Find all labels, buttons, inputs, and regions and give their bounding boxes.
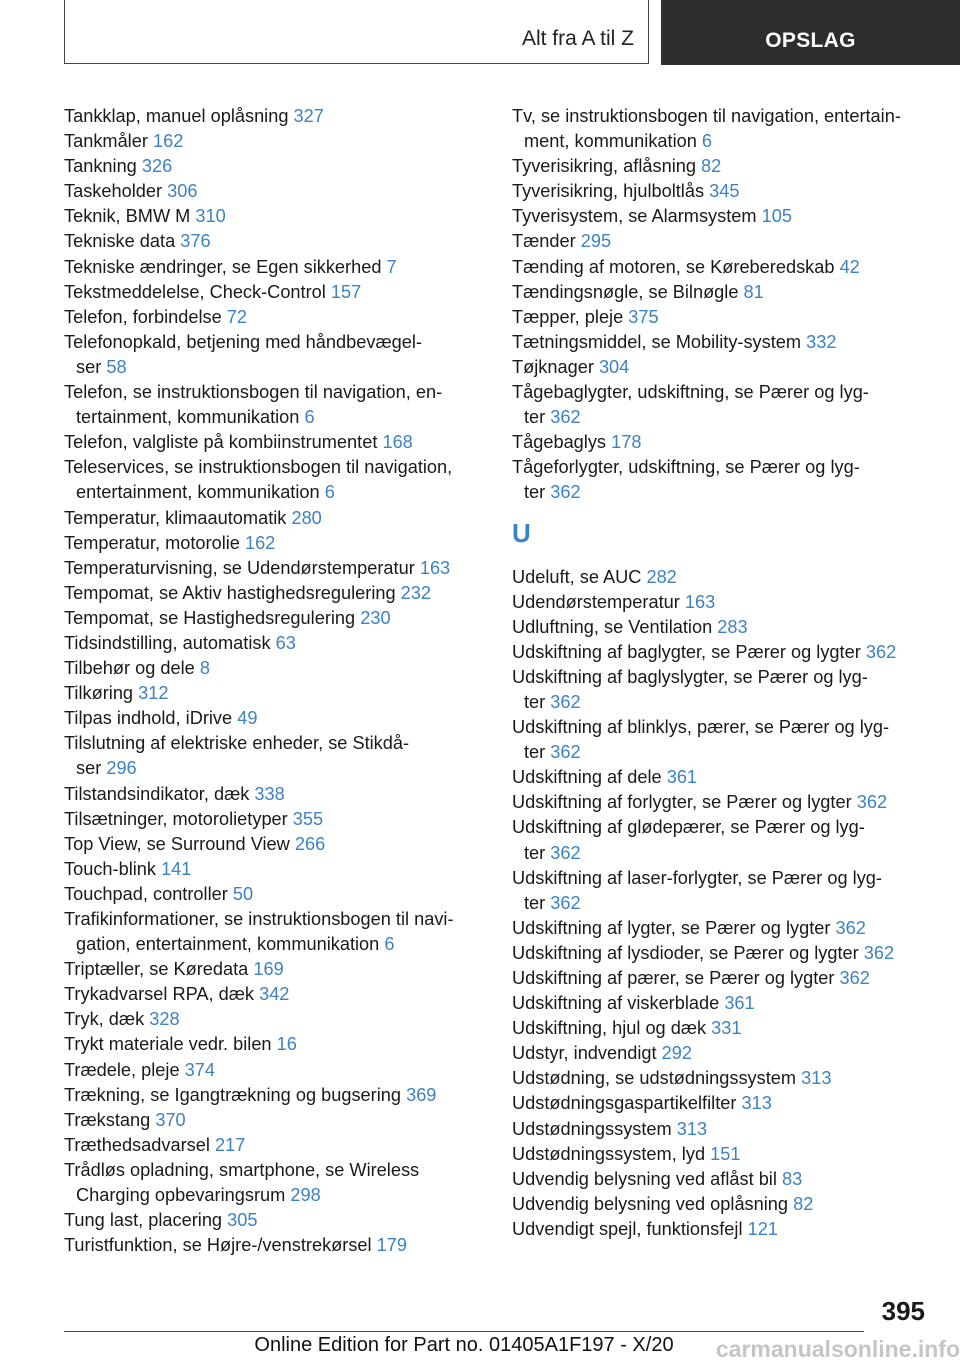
page-reference-link[interactable]: 42: [839, 256, 860, 277]
index-entry-text: Tågebaglygter, udskiftning, se Pærer og lyg-: [512, 382, 869, 403]
page-reference-link[interactable]: 163: [684, 591, 716, 612]
page-reference-link[interactable]: 332: [806, 331, 837, 352]
index-entry: [512, 1192, 932, 1217]
page-reference-link[interactable]: 230: [360, 607, 391, 628]
index-entry-text: Udskiftning af dele: [512, 767, 662, 788]
index-entry-text: Udskiftning, hjul og dæk: [512, 1018, 707, 1039]
page-reference-link[interactable]: 338: [254, 783, 285, 804]
index-entry-text: Tempomat, se Hastighedsregulering: [64, 607, 356, 628]
page-reference-link[interactable]: 355: [292, 808, 324, 829]
page-reference-link[interactable]: 232: [400, 582, 432, 603]
index-entry: [64, 330, 484, 380]
index-entry-text: Udskiftning af pærer, se Pærer og lygter: [512, 968, 835, 988]
index-entry: [64, 1158, 484, 1208]
index-entry: [512, 430, 932, 455]
index-entry-text: Tilpas indhold, iDrive: [64, 708, 233, 729]
page-reference-link[interactable]: 266: [294, 833, 326, 854]
index-entry-text: Udskiftning af lysdioder, se Pærer og lygter: [512, 942, 859, 963]
index-entry-text: Udskiftning af glødepærer, se Pærer og lyg-: [512, 817, 865, 838]
page-reference-link[interactable]: 178: [611, 432, 642, 453]
index-entry: [512, 455, 932, 505]
page-reference-link[interactable]: 81: [743, 281, 764, 302]
index-entry: [64, 1108, 484, 1133]
index-entry-text: Udstødningssystem, lyd: [512, 1143, 706, 1164]
page-reference-link[interactable]: 361: [666, 767, 698, 788]
index-entry-text: Temperaturvisning, se Udendørstemperatur: [64, 557, 415, 578]
index-entry: [64, 506, 484, 531]
section-letter-u: U: [512, 517, 531, 548]
index-entry: [64, 832, 484, 857]
index-entry-text: Triptæller, se Køredata: [64, 959, 249, 980]
index-entry: [64, 581, 484, 606]
page-reference-link[interactable]: 362: [839, 968, 870, 988]
index-entry: [64, 229, 484, 254]
index-entry-text: Tændingsnøgle, se Bilnøgle: [512, 281, 739, 302]
page-reference-link[interactable]: 58: [106, 356, 127, 377]
index-entry: [64, 154, 484, 179]
page-reference-link[interactable]: 282: [646, 566, 677, 587]
index-entry: [64, 455, 484, 505]
index-entry-text: Tempomat, se Aktiv hastighedsregulering: [64, 582, 396, 603]
index-entry: [64, 556, 484, 581]
page-reference-link[interactable]: 141: [161, 858, 192, 879]
index-entry: [512, 355, 932, 380]
index-entry: [512, 665, 932, 715]
page-reference-link[interactable]: 306: [167, 181, 198, 202]
page-reference-link[interactable]: 82: [793, 1193, 814, 1214]
page-reference-link[interactable]: 16: [276, 1034, 297, 1055]
index-entry: [512, 179, 932, 204]
index-entry-text: tertainment, kommunikation: [76, 407, 300, 428]
index-entry: [64, 957, 484, 982]
page-reference-link[interactable]: 345: [709, 181, 740, 202]
index-entry: [64, 656, 484, 681]
page-reference-link[interactable]: 105: [761, 206, 792, 227]
index-entry: [64, 606, 484, 631]
index-entry: [64, 1032, 484, 1057]
page-reference-link[interactable]: 362: [550, 842, 581, 863]
index-entry-text: Trafikinformationer, se instruktionsbogen til navi-: [64, 909, 454, 929]
page-reference-link[interactable]: 163: [419, 557, 451, 578]
index-entry: [512, 1117, 932, 1142]
index-entry: [64, 204, 484, 229]
index-entry: [512, 330, 932, 355]
index-entry-text: Udskiftning af lygter, se Pærer og lygter: [512, 917, 831, 938]
page-reference-link[interactable]: 312: [138, 683, 169, 704]
index-entry: [512, 991, 932, 1016]
index-entry: [512, 1142, 932, 1167]
index-entry-text: entertainment, kommunikation: [76, 482, 320, 503]
index-entry: [64, 255, 484, 280]
index-entry: [512, 280, 932, 305]
index-entry-text: Trædele, pleje: [64, 1059, 180, 1080]
index-entry: [64, 179, 484, 204]
page-reference-link[interactable]: 327: [293, 106, 324, 126]
index-entry: [512, 229, 932, 254]
index-entry-text: Tekniske data: [64, 231, 176, 252]
page-reference-link[interactable]: 83: [781, 1168, 803, 1189]
page-reference-link[interactable]: 283: [717, 616, 748, 637]
index-entry-text: Tryk, dæk: [64, 1009, 145, 1030]
page-reference-link[interactable]: 298: [290, 1185, 321, 1206]
index-entry-text: Tankning: [64, 156, 137, 177]
index-entry: [64, 305, 484, 330]
page-reference-link[interactable]: 362: [856, 792, 888, 813]
index-entry-text: Tilstandsindikator, dæk: [64, 783, 250, 804]
index-group-u: [512, 565, 932, 1243]
index-entry: [512, 305, 932, 330]
page-reference-link[interactable]: 361: [724, 993, 755, 1014]
index-entry: [512, 941, 932, 966]
page-reference-link[interactable]: 313: [676, 1118, 708, 1139]
index-entry-text: Tv, se instruktionsbogen til navigation, entertain-: [512, 106, 901, 126]
page-reference-link[interactable]: 313: [801, 1068, 832, 1089]
index-entry-text: Tæpper, pleje: [512, 306, 624, 327]
index-entry-text: Tyverisystem, se Alarmsystem: [512, 206, 757, 227]
index-entry-text: Charging opbevaringsrum: [76, 1185, 286, 1206]
index-entry-text: Tågebaglys: [512, 432, 607, 453]
index-entry-text: Tætningsmiddel, se Mobility-system: [512, 331, 802, 352]
index-entry-text: Udskiftning af baglyslygter, se Pærer og lyg-: [512, 666, 868, 687]
index-entry-text: Tyverisikring, hjulboltlås: [512, 181, 705, 202]
page-reference-link[interactable]: 375: [628, 306, 659, 327]
index-entry-text: Top View, se Surround View: [64, 833, 290, 854]
index-entry: [64, 104, 484, 129]
index-entry: [64, 1007, 484, 1032]
index-entry-text: gation, entertainment, kommunikation: [76, 934, 380, 955]
index-entry: [512, 104, 932, 154]
index-entry-text: Udskiftning af laser-forlygter, se Pærer og lyg-: [512, 867, 882, 888]
page-reference-link[interactable]: 50: [232, 883, 254, 904]
index-entry: [64, 1133, 484, 1158]
index-entry-text: ser: [76, 356, 102, 377]
index-entry-text: Tilkøring: [64, 683, 134, 704]
index-entry-text: Udstødningssystem: [512, 1118, 672, 1139]
index-entry: [64, 430, 484, 455]
index-entry-text: Tøjknager: [512, 356, 594, 377]
page-reference-link[interactable]: 342: [259, 984, 290, 1005]
page-reference-link[interactable]: 280: [291, 507, 322, 528]
page-reference-link[interactable]: 6: [304, 407, 315, 428]
page-reference-link[interactable]: 162: [244, 532, 276, 553]
page-reference-link[interactable]: 326: [141, 156, 173, 177]
index-entry-text: Udstødningsgaspartikelfilter: [512, 1093, 737, 1114]
index-entry-text: Udluftning, se Ventilation: [512, 616, 713, 637]
index-entry-text: Tilbehør og dele: [64, 658, 195, 679]
index-entry-text: Tankklap, manuel oplåsning: [64, 106, 289, 126]
index-entry: [64, 1208, 484, 1233]
page-reference-link[interactable]: 162: [152, 131, 184, 152]
index-entry-text: Tekstmeddelelse, Check-Control: [64, 281, 326, 302]
index-entry-text: Telefon, se instruktionsbogen til navigation, en-: [64, 382, 443, 403]
index-entry: [512, 790, 932, 815]
index-entry-text: Tågeforlygter, udskiftning, se Pærer og lyg-: [512, 457, 860, 478]
page-reference-link[interactable]: 370: [155, 1109, 186, 1130]
index-entry-text: Trådløs opladning, smartphone, se Wireless: [64, 1159, 420, 1180]
index-entry: [512, 380, 932, 430]
index-entry-text: Trykt materiale vedr. bilen: [64, 1034, 272, 1055]
index-entry-text: Udvendig belysning ved oplåsning: [512, 1193, 789, 1214]
index-entry-text: Temperatur, motorolie: [64, 532, 240, 553]
page-reference-link[interactable]: 331: [711, 1018, 742, 1039]
index-entry-text: Tyverisikring, aflåsning: [512, 156, 696, 177]
index-entry: [512, 1016, 932, 1041]
page-reference-link[interactable]: 169: [253, 959, 284, 980]
index-entry-text: Udskiftning af blinklys, pærer, se Pærer og lyg-: [512, 717, 890, 738]
index-entry-text: Udskiftning af baglygter, se Pærer og lygter: [512, 641, 861, 662]
page-reference-link[interactable]: 305: [227, 1210, 258, 1231]
page-reference-link[interactable]: 295: [580, 231, 612, 252]
index-entry: [512, 815, 932, 865]
index-entry-text: Tilsætninger, motorolietyper: [64, 808, 288, 829]
index-entry: [64, 782, 484, 807]
index-entry: [64, 1058, 484, 1083]
index-entry: [64, 982, 484, 1007]
page-reference-link[interactable]: 296: [106, 758, 137, 779]
page-reference-link[interactable]: 362: [550, 691, 581, 712]
page-reference-link[interactable]: 157: [330, 281, 362, 302]
index-entry-text: Udeluft, se AUC: [512, 566, 642, 587]
page-reference-link[interactable]: 63: [275, 632, 296, 653]
index-entry: [64, 882, 484, 907]
index-entry-text: Teleservices, se instruktionsbogen til navigation,: [64, 457, 453, 478]
page-reference-link[interactable]: 292: [661, 1043, 692, 1064]
page-reference-link[interactable]: 310: [195, 206, 226, 227]
index-entry-text: ment, kommunikation: [524, 131, 697, 152]
page-reference-link[interactable]: 374: [184, 1059, 216, 1080]
index-entry: [64, 706, 484, 731]
index-entry-text: Tænding af motoren, se Køreberedskab: [512, 256, 835, 277]
page-reference-link[interactable]: 362: [550, 482, 581, 503]
index-entry: [64, 631, 484, 656]
index-entry-text: Udvendig belysning ved aflåst bil: [512, 1168, 777, 1189]
index-entry: [512, 916, 932, 941]
index-entry-text: ter: [524, 892, 546, 913]
index-entry: [512, 765, 932, 790]
index-entry: [512, 255, 932, 280]
page-reference-link[interactable]: 82: [701, 156, 722, 177]
index-entry-text: Tung last, placering: [64, 1210, 223, 1231]
index-entry-text: Trækning, se Igangtrækning og bugsering: [64, 1084, 402, 1105]
index-entry: [512, 640, 932, 665]
page-reference-link[interactable]: 179: [376, 1235, 408, 1256]
page-reference-link[interactable]: 362: [550, 742, 581, 763]
index-entry: [64, 681, 484, 706]
index-entry-text: Turistfunktion, se Højre-/venstrekørsel: [64, 1235, 372, 1256]
index-entry: [512, 154, 932, 179]
index-entry: [64, 1083, 484, 1108]
index-entry: [512, 1167, 932, 1192]
page-reference-link[interactable]: 328: [149, 1009, 180, 1030]
index-entry-text: Udskiftning af forlygter, se Pærer og lygter: [512, 792, 852, 813]
page-reference-link[interactable]: 168: [382, 432, 413, 453]
index-entry-text: ter: [524, 407, 546, 428]
page-reference-link[interactable]: 151: [710, 1143, 741, 1164]
page-reference-link[interactable]: 362: [863, 942, 895, 963]
page-reference-link[interactable]: 8: [199, 658, 210, 679]
page-number: 395: [881, 1296, 925, 1326]
index-entry-text: Udendørstemperatur: [512, 591, 680, 612]
index-entry-text: Udskiftning af viskerblade: [512, 993, 720, 1014]
index-entry: [64, 531, 484, 556]
page-reference-link[interactable]: 6: [324, 482, 335, 503]
page-reference-link[interactable]: 362: [865, 641, 897, 662]
page-reference-link[interactable]: 362: [550, 407, 581, 428]
index-entry-text: Udvendigt spejl, funktionsfejl: [512, 1218, 743, 1239]
page-reference-link[interactable]: 6: [384, 934, 395, 955]
index-entry-text: Touch-blink: [64, 858, 156, 879]
chapter-tab-label: OPSLAG: [765, 29, 856, 52]
page-reference-link[interactable]: 362: [550, 892, 581, 913]
footer-divider: [64, 1331, 864, 1332]
page-reference-link[interactable]: 72: [226, 306, 248, 327]
index-entry-text: ser: [76, 758, 102, 779]
index-entry: [64, 807, 484, 832]
page-reference-link[interactable]: 6: [701, 131, 713, 152]
index-entry-text: Telefonopkald, betjening med håndbevægel-: [64, 331, 422, 352]
footer-edition: Online Edition for Part no. 01405A1F197 - X/20: [254, 1334, 674, 1356]
index-entry: [64, 857, 484, 882]
index-entry-text: Tilslutning af elektriske enheder, se Stikdå-: [64, 733, 410, 754]
index-entry-text: Telefon, valgliste på kombiinstrumentet: [64, 432, 378, 453]
index-entry-text: ter: [524, 482, 546, 503]
index-entry: [512, 715, 932, 765]
index-entry: [512, 1217, 932, 1242]
index-entry: [512, 866, 932, 916]
section-title: Alt fra A til Z: [521, 27, 634, 50]
index-entry: [512, 204, 932, 229]
page-reference-link[interactable]: 376: [180, 231, 211, 252]
page-reference-link[interactable]: 217: [214, 1134, 246, 1155]
index-entry: [512, 1041, 932, 1066]
index-entry: [64, 731, 484, 781]
chapter-tab: [661, 0, 960, 65]
page-reference-link[interactable]: 7: [386, 256, 397, 277]
index-entry-text: Teknik, BMW M: [64, 206, 191, 227]
page-reference-link[interactable]: 313: [741, 1093, 772, 1114]
index-entry: [512, 590, 932, 615]
page-reference-link[interactable]: 362: [835, 917, 866, 938]
index-column-left: [64, 104, 484, 1258]
index-entry-text: Temperatur, klimaautomatik: [64, 507, 287, 528]
index-entry: [64, 907, 484, 957]
index-entry: [64, 280, 484, 305]
index-entry-text: ter: [524, 691, 546, 712]
index-column-right: [512, 104, 932, 1242]
index-entry-text: Tidsindstilling, automatisk: [64, 632, 271, 653]
index-entry-text: Tænder: [512, 231, 576, 252]
index-entry-text: Tankmåler: [64, 131, 148, 152]
page-reference-link[interactable]: 121: [747, 1218, 778, 1239]
index-entry: [512, 1066, 932, 1091]
index-entry: [64, 1233, 484, 1258]
index-entry-text: ter: [524, 742, 546, 763]
page-reference-link[interactable]: 304: [598, 356, 630, 377]
index-entry: [512, 966, 932, 991]
index-entry: [64, 380, 484, 430]
index-entry-text: Tekniske ændringer, se Egen sikkerhed: [64, 256, 382, 277]
index-entry-text: Telefon, forbindelse: [64, 306, 222, 327]
index-entry-text: Trykadvarsel RPA, dæk: [64, 984, 255, 1005]
index-entry-text: Touchpad, controller: [64, 883, 228, 904]
page-reference-link[interactable]: 49: [237, 708, 258, 729]
index-entry: [512, 1091, 932, 1116]
index-entry-text: Træthedsadvarsel: [64, 1134, 210, 1155]
index-entry-text: Trækstang: [64, 1109, 151, 1130]
index-entry: [512, 565, 932, 590]
page-reference-link[interactable]: 369: [406, 1084, 437, 1105]
index-entry-text: Udstyr, indvendigt: [512, 1043, 657, 1064]
index-group-t: [512, 104, 932, 506]
index-entry-text: Taskeholder: [64, 181, 163, 202]
index-entry-text: ter: [524, 842, 546, 863]
index-entry-text: Udstødning, se udstødningssystem: [512, 1068, 797, 1089]
watermark-logo: carmanualsonline.info: [715, 1336, 960, 1362]
index-entry: [512, 615, 932, 640]
index-entry: [64, 129, 484, 154]
